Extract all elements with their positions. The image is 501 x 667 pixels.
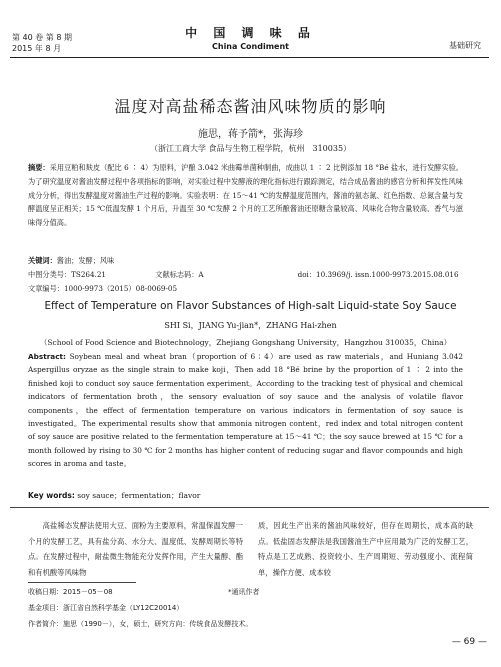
abstract-text-cn: 采用豆粕和麸皮（配比 6 ∶ 4）为原料，沪酿 3.042 米曲霉单菌种制曲，成曲以 1 ∶ 2 比例添加 18 °Bé 盐水，进行发酵实验。为了研究温度对酱油发酵过程中各项指标的影响，对实验过程中发酵液的理化指标进行跟踪测定，结合成品酱油的感官分析和挥发性风味成分分析，得出发酵温度对酱油生产过程的影响。实验表明：在 15～41 ℃的发酵温度范围内，酱油的氨态氮、红色指数、总氮含量与发酵温度呈正相关；15 ℃低温发酵 1 个月后，升温至 30 ℃发酵 2 个月的工艺所酿酱油还原糖含量较高、风味化合物含量较高、香气与滋味得分值高。 — [28, 163, 463, 228]
affiliation-en: （School of Food Science and Biotechnology，Zhejiang Gongshang University，Hangzhou 310035，China） — [39, 338, 452, 347]
issue-date: 2015 年 8 月 — [12, 44, 62, 53]
footnote-author-bio: 作者简介：施思（1990－），女，硕士，研究方向：传统食品发酵技术。 — [28, 620, 253, 628]
journal-name-cn: 中 国 调 味 品 — [185, 26, 316, 40]
abstract-label-cn: 摘要： — [28, 163, 50, 172]
page-number: — 69 — — [451, 637, 487, 647]
keywords-en — [28, 490, 200, 501]
footnote-received — [28, 587, 463, 597]
abstract-en — [28, 350, 463, 471]
footnote-rule — [28, 582, 136, 583]
clc-number: 中图分类号：TS264.21 — [28, 270, 106, 279]
affiliation-cn: （浙江工商大学 食品与生物工程学院，杭州 310035） — [149, 144, 352, 153]
section-label: 基础研究 — [449, 41, 481, 50]
corresponding-author-note: *通讯作者 — [228, 588, 260, 596]
classification-line — [28, 270, 463, 280]
body-column-left: 高盐稀态发酵法使用大豆、面粉为主要原料，常温保温发酵一个月的发酵工艺，具有盐分高、水分大、温度低、发酵周期长等特点。在发酵过程中，耐盐微生物能充分发挥作用，产生大量醇、酯和有机酸等风味物 — [28, 521, 243, 577]
header-rule — [10, 57, 489, 58]
body-column-right: 质，因此生产出来的酱油风味较好，但存在周期长，成本高的缺点。低盐固态发酵法是我国酱油生产中应用最为广泛的发酵工艺，特点是工艺成熟、投资较小、生产周期短、劳动强度小、流程简单，操作方便、成本较 — [258, 521, 473, 577]
abstract-cn — [28, 161, 463, 230]
journal-name-en: China Condiment — [212, 42, 289, 51]
received-date: 收稿日期：2015－05－08 — [28, 588, 113, 596]
keywords-text-cn: 酱油；发酵；风味 — [56, 256, 115, 265]
keywords-text-en: soy sauce；fermentation；flavor — [77, 491, 201, 500]
footnote-fund: 基金项目：浙江省自然科学基金（LY12C20014） — [28, 604, 184, 612]
abstract-text-en: Soybean meal and wheat bran（proportion of 6 ∶ 4）are used as raw materials，and Huniang 3.042 Aspergillus oryzae as the single strain to make koji，Then add 18 °Bé brine by the proportion of 1 ∶ 2 into the finished koji to conduct soy sauce fermentation experiment。According to the tracking test of physical and chemical indicators of fermentation broth，the sensory evaluation of soy sauce and the analysis of volatile flavor components，the effect of fermentation temperature on various indicators in fermentation of soy sauce is investigated。The experimental results show that ammonia nitrogen content，red index and total nitrogen content of soy sauce are positive related to the fermentation temperature at 15～41 ℃；the soy sauce brewed at 15 ℃ for a month followed by rising to 30 ℃ for 2 months has higher content of reducing sugar and flavor compounds and high scores in aroma and taste。 — [28, 352, 463, 469]
volume-issue: 第 40 卷 第 8 期 — [12, 33, 72, 42]
doi: doi：10.3969/j. issn.1000-9973.2015.08.016 — [297, 270, 459, 279]
journal-masthead — [0, 24, 501, 51]
keywords-label-en: Key words: — [28, 491, 75, 500]
section-rule — [10, 507, 489, 508]
keywords-cn — [28, 256, 114, 266]
document-code: 文献标志码：A — [155, 270, 204, 279]
keywords-label-cn: 关键词： — [28, 256, 57, 265]
authors-en: SHI Si，JIANG Yu-jian*，ZHANG Hai-zhen — [164, 321, 337, 330]
authors-cn: 施思，蒋予箭*，张海珍 — [198, 129, 303, 140]
article-number: 文章编号：1000-9973（2015）08-0069-05 — [28, 284, 178, 293]
article-title-en: Effect of Temperature on Flavor Substances of High-salt Liquid-state Soy Sauce — [44, 300, 457, 312]
abstract-label-en: Abstract: — [28, 352, 66, 361]
article-title-cn: 温度对高盐稀态酱油风味物质的影响 — [114, 97, 387, 116]
